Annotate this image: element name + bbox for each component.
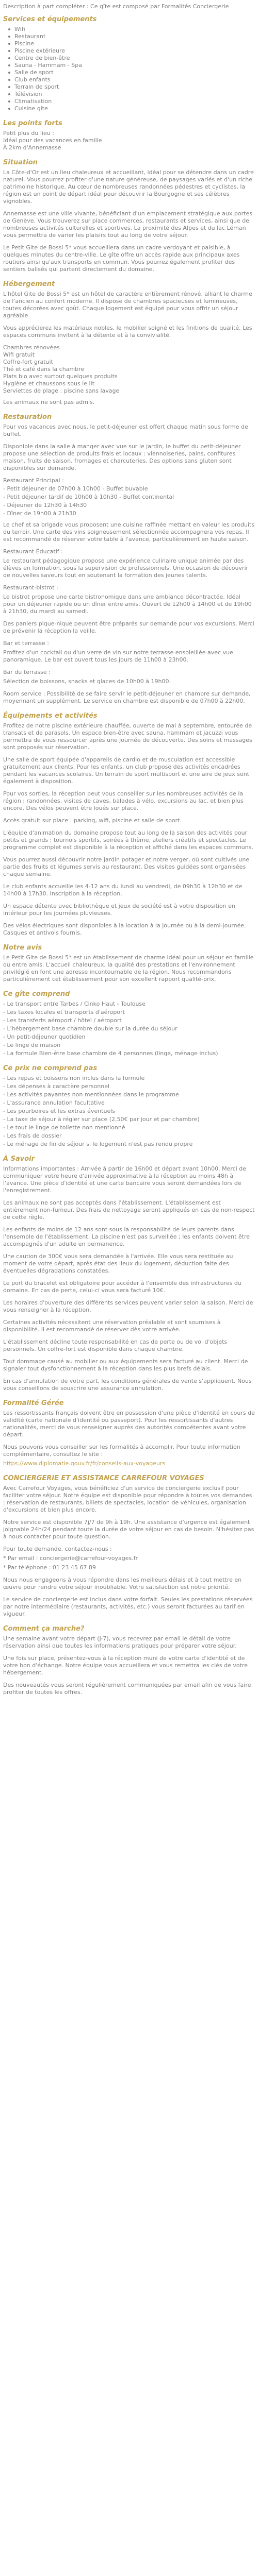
savoir-paragraph: Certaines activités nécessitent une réservation préalable et sont soumises à disponibilité. Il est recommandé de réserver dès votre arrivée. — [3, 1319, 221, 1333]
gite-comprend-item: - Les transferts aéroport / hôtel / aéroport — [3, 1017, 122, 1024]
service-item: Piscine extérieure — [8, 47, 255, 55]
formalite-paragraph: Nous pouvons vous conseiller sur les formalités à accomplir. Pour toute information complémentaire, consultez le site : — [3, 1444, 240, 1458]
situation-paragraph: Annemasse est une ville vivante, bénéficiant d'un emplacement stratégique aux portes de Genève. Vous trouverez sur place commerces, restaurants et services, ainsi que de nombreuses activités culturelles et sportives. La proximité des Alpes et du lac Léman vous permettra de varier les plaisirs tout au long de votre séjour. — [3, 210, 252, 239]
hebergement-feature: Serviettes de plage : piscine sans lavage — [3, 387, 120, 394]
activites-paragraph: Vous pourrez aussi découvrir notre jardin potager et notre verger, où sont cultivés une partie des fruits et légumes servis au restaurant. Des visites guidées sont organisées chaque semaine. — [3, 856, 250, 877]
situation-title: Situation — [3, 159, 38, 166]
restauration-menu-title: Restaurant Principal : — [3, 477, 64, 484]
intro-text: Description à part compléter : Ce gîte est composé par Formalités Conciergerie — [3, 3, 229, 10]
gite-ne-comprend-item: - Le ménage de fin de séjour si le logement n'est pas rendu propre — [3, 1141, 193, 1147]
gite-ne-comprend-item: - L'assurance annulation facultative — [3, 1099, 105, 1106]
service-item: Centre de bien-être — [8, 55, 255, 62]
hebergement-section — [3, 280, 255, 406]
notre-avis-title: Notre avis — [3, 944, 42, 952]
gite-comprend-item: - Les taxes locales et transports d'aéroport — [3, 1009, 125, 1015]
situation-paragraph: La Côte-d'Or est un lieu chaleureux et accueillant, idéal pour se détendre dans un cadre naturel. Vous pourrez profiter d'une nature généreuse, de paysages variés et d'un riche patrimoine historique. Au cœur de nombreuses randonnées pédestres et cyclistes, la région est un point de départ idéal pour découvrir la Bourgogne et ses célèbres vignobles. — [3, 169, 254, 205]
savoir-paragraph: Une caution de 300€ vous sera demandée à l'arrivée. Elle vous sera restituée au moment de votre départ, après état des lieux du logement, déduction faite des éventuelles dégradations constatées. — [3, 1253, 233, 1274]
situation-paragraph: Le Petit Gite de Bossi 5* vous accueillera dans un cadre verdoyant et paisible, à quelques minutes du centre-ville. Le gîte offre un accès rapide aux principaux axes routiers ainsi qu'aux transports en commun. Vous pourrez également profiter des sentiers balisés qui partent directement du domaine. — [3, 244, 240, 273]
gite-ne-comprend-item: - Les frais de dossier — [3, 1132, 62, 1139]
restauration-paragraph: Des paniers pique-nique peuvent être préparés sur demande pour vos excursions. Merci de prévenir la réception la veille. — [3, 620, 254, 634]
points-forts-line: Idéal pour des vacances en famille — [3, 137, 102, 144]
service-item: Climatisation — [8, 98, 255, 105]
activites-paragraph: Un espace détente avec bibliothèque et jeux de société est à votre disposition en intérieur pour les journées pluvieuses. — [3, 903, 235, 917]
service-item: Restaurant — [8, 33, 255, 40]
savoir-paragraph: L'établissement décline toute responsabilité en cas de perte ou de vol d'objets personnels. Un coffre-fort est disponible dans chaque chambre. — [3, 1338, 228, 1352]
gite-ne-comprend-section — [3, 1064, 255, 1148]
conciergerie-paragraph: Avec Carrefour Voyages, vous bénéficiez d'un service de conciergerie exclusif pour faciliter votre séjour. Notre équipe est disponible pour répondre à toutes vos demandes : réservation de restaurants, billets de spectacles, location de véhicules, organisation d'excursions et bien plus encore. — [3, 1485, 252, 1513]
conciergerie-paragraph: Le service de conciergerie est inclus dans votre forfait. Seules les prestations réservées par notre intermédiaire (restaurants, activités, etc.) vous seront facturées au tarif en vigueur. — [3, 1596, 253, 1617]
savoir-paragraph: Le port du bracelet est obligatoire pour accéder à l'ensemble des infrastructures du domaine. En cas de perte, celui-ci vous sera facturé 10€. — [3, 1280, 241, 1294]
savoir-title: À Savoir — [3, 1155, 35, 1163]
service-item: Wifi — [8, 26, 255, 33]
services-section — [3, 15, 255, 112]
activites-title: Équipements et activités — [3, 712, 98, 720]
activites-paragraph: Pour vos sorties, la réception peut vous conseiller sur les nombreuses activités de la région : randonnées, visites de caves, balades à vélo, excursions au lac, et bien plus encore. Des vélos peuvent être loués sur place. — [3, 790, 244, 811]
hebergement-feature: Thé et café dans la chambre — [3, 366, 85, 372]
restauration-paragraph: Room service : Possibilité de se faire servir le petit-déjeuner en chambre sur demande, moyennant un supplément. Le service en chambre est disponible de 07h00 à 22h00. — [3, 690, 251, 704]
service-item: Télévision — [8, 91, 255, 98]
formalite-section — [3, 1399, 255, 1467]
activites-paragraph: Le club enfants accueille les 4-12 ans du lundi au vendredi, de 09h30 à 12h30 et de 14h00 à 17h30. Inscription à la réception. — [3, 883, 243, 897]
notre-avis-paragraph: Le Petit Gite de Bossi 5* est un établissement de charme idéal pour un séjour en famille ou entre amis. L'accueil chaleureux, la qualité des prestations et l'environnement privilégié en font une adresse incontournable de la région. Nous recommandons particulièrement cet établissement pour son excellent rapport qualité-prix. — [3, 954, 254, 982]
situation-section — [3, 159, 255, 273]
conciergerie-paragraph: Pour toute demande, contactez-nous : — [3, 1546, 112, 1552]
gite-ne-comprend-item: - Les repas et boissons non inclus dans la formule — [3, 1075, 145, 1081]
hebergement-feature: Coffre-fort gratuit — [3, 359, 53, 365]
service-item: Salle de sport — [8, 69, 255, 76]
restauration-subtitle: Restaurant-bistrot : — [3, 584, 58, 591]
restauration-subtitle: Bar du terrasse : — [3, 669, 51, 675]
gite-comprend-title: Ce gîte comprend — [3, 990, 70, 998]
activites-paragraph: Profitez de notre piscine extérieure chauffée, ouverte de mai à septembre, entourée de transats et de parasols. Un espace bien-être avec sauna, hammam et jacuzzi vous permettra de vous ressourcer après une journée de découverte. Des soins et massages sont proposés sur réservation. — [3, 722, 252, 751]
conciergerie-contact: * Par téléphone : 01 23 45 67 89 — [3, 1564, 96, 1571]
gite-ne-comprend-item: - Les activités payantes non mentionnées dans le programme — [3, 1091, 179, 1098]
savoir-paragraph: Les enfants de moins de 12 ans sont sous la responsabilité de leurs parents dans l'ensemble de l'établissement. La piscine n'est pas surveillée ; les enfants doivent être accompagnés d'un adulte en permanence. — [3, 1226, 250, 1247]
gite-ne-comprend-title: Ce prix ne comprend pas — [3, 1064, 98, 1072]
restauration-paragraph: Sélection de boissons, snacks et glaces de 10h00 à 19h00. — [3, 678, 171, 685]
gite-ne-comprend-item: - Les dépenses à caractère personnel — [3, 1083, 110, 1090]
gite-comprend-item: - Le transport entre Tarbes / Cinko Haut - Toulouse — [3, 1001, 146, 1007]
hebergement-paragraph: L'hôtel Gite de Bossi 5* est un hôtel de caractère entièrement rénové, alliant le charme de l'ancien au confort moderne. Il dispose de chambres spacieuses et lumineuses, toutes décorées avec goût. Chaque logement est équipé pour vous offrir un séjour agréable. — [3, 291, 252, 319]
restauration-paragraph: Le restaurant pédagogique propose une expérience culinaire unique animée par des élèves en formation, sous la supervision de professionnels. Une occasion de découvrir de nouvelles saveurs tout en soutenant la formation des jeunes talents. — [3, 557, 249, 579]
formalite-link[interactable]: https://www.diplomatie.gouv.fr/fr/conseils-aux-voyageurs — [3, 1460, 166, 1467]
restauration-paragraph: Le bistrot propose une carte bistronomique dans une ambiance décontractée. Idéal pour un déjeuner rapide ou un dîner entre amis. Ouvert de 12h00 à 14h00 et de 19h00 à 21h30, du mardi au samedi. — [3, 594, 252, 615]
restauration-subtitle: Bar et terrasse : — [3, 640, 49, 647]
savoir-paragraph: Les animaux ne sont pas acceptés dans l'établissement. L'établissement est entièrement non-fumeur. Des frais de nettoyage seront appliqués en cas de non-respect de cette règle. — [3, 1199, 255, 1221]
points-forts-section — [3, 120, 255, 151]
notre-avis-section — [3, 944, 255, 983]
service-item: Terrain de sport — [8, 83, 255, 91]
service-item: Sauna - Hammam - Spa — [8, 62, 255, 69]
services-list — [3, 26, 255, 112]
gite-comprend-section — [3, 990, 255, 1057]
gite-comprend-list — [3, 1001, 255, 1057]
restauration-menu-item: - Petit déjeuner tardif de 10h00 à 10h30 - Buffet continental — [3, 494, 174, 500]
restauration-subtitle: Restaurant Éducatif : — [3, 548, 63, 555]
gite-comprend-item: - La formule Bien-être base chambre de 4 personnes (linge, ménage inclus) — [3, 1050, 218, 1057]
gite-ne-comprend-item: - Les pourboires et les extras éventuels — [3, 1108, 116, 1114]
restauration-menu-item: - Déjeuner de 12h30 à 14h30 — [3, 502, 87, 509]
comment-paragraph: Une semaine avant votre départ (J-7), vous recevrez par email le détail de votre réservation ainsi que toutes les informations pratiques pour préparer votre séjour. — [3, 1635, 237, 1649]
comment-paragraph: Une fois sur place, présentez-vous à la réception muni de votre carte d'identité et de votre bon d'échange. Notre équipe vous accueillera et vous remettra les clés de votre hébergement. — [3, 1655, 248, 1676]
comment-section — [3, 1625, 255, 1696]
restauration-section — [3, 413, 255, 705]
points-forts-line: À 2km d'Annemasse — [3, 144, 61, 151]
points-forts-line: Petit plus du lieu : — [3, 130, 54, 137]
formalite-title: Formalité Gérée — [3, 1399, 64, 1407]
savoir-section — [3, 1155, 255, 1392]
hebergement-title: Hébergement — [3, 280, 55, 288]
comment-paragraph: Des nouveautés vous seront régulièrement communiquées par email afin de vous faire profiter de toutes les offres. — [3, 1682, 251, 1696]
gite-comprend-item: - Le linge de maison — [3, 1042, 61, 1048]
hebergement-feature: Chambres rénovées — [3, 344, 60, 351]
restauration-paragraph: Pour vos vacances avec nous, le petit-déjeuner est offert chaque matin sous forme de buffet. — [3, 423, 248, 437]
hebergement-paragraph: Vous apprécierez les matériaux nobles, le mobilier soigné et les finitions de qualité. Les espaces communs invitent à la détente et à la convivialité. — [3, 325, 252, 338]
activites-paragraph: Des vélos électriques sont disponibles à la location à la journée ou à la demi-journée. Casques et antivols fournis. — [3, 922, 246, 936]
points-forts-title: Les points forts — [3, 120, 62, 127]
restauration-menu-item: - Petit déjeuner de 07h00 à 10h00 - Buffet buvable — [3, 485, 148, 492]
conciergerie-paragraph: Nous nous engageons à vous répondre dans les meilleurs délais et à tout mettre en œuvre pour rendre votre séjour inoubliable. Votre satisfaction est notre priorité. — [3, 1577, 242, 1590]
restauration-paragraph: Disponible dans la salle à manger avec vue sur le jardin, le buffet du petit-déjeuner propose une sélection de produits frais et locaux : viennoiseries, pains, confitures maison, fruits de saison, fromages et charcuteries. Des options sans gluten sont disponibles sur demande. — [3, 443, 241, 471]
restauration-menu — [3, 485, 255, 517]
restauration-title: Restauration — [3, 413, 52, 421]
service-item: Cuisine gîte — [8, 105, 255, 112]
savoir-paragraph: Informations importantes : Arrivée à partir de 16h00 et départ avant 10h00. Merci de communiquer votre heure d'arrivée approximative à la réception au moins 48h à l'avance. Une pièce d'identité et une carte bancaire vous seront demandées lors de l'enregistrement. — [3, 1165, 247, 1194]
activites-paragraph: Une salle de sport équipée d'appareils de cardio et de musculation est accessible gratuitement aux clients. Pour les enfants, un club propose des activités encadrées pendant les vacances scolaires. Un terrain de sport multisport et une aire de jeux sont également à disposition. — [3, 756, 250, 785]
gite-comprend-item: - Un petit-déjeuner quotidien — [3, 1033, 86, 1040]
comment-title: Comment ça marche? — [3, 1625, 85, 1633]
formalite-paragraph: Les ressortissants français doivent être en possession d'une pièce d'identité en cours de validité (carte nationale d'identité ou passeport). Pour les ressortissants d'autres nationalités, merci de vous renseigner auprès des autorités compétentes avant votre départ. — [3, 1410, 255, 1438]
savoir-paragraph: Les horaires d'ouverture des différents services peuvent varier selon la saison. Merci de vous renseigner à la réception. — [3, 1299, 253, 1313]
service-item: Club enfants — [8, 76, 255, 83]
savoir-paragraph: Tout dommage causé au mobilier ou aux équipements sera facturé au client. Merci de signaler tout dysfonctionnement à la réception dans les plus brefs délais. — [3, 1358, 248, 1372]
services-title: Services et équipements — [3, 15, 97, 23]
gite-ne-comprend-list — [3, 1075, 255, 1148]
conciergerie-paragraph: Notre service est disponible 7j/7 de 9h à 19h. Une assistance d'urgence est également joignable 24h/24 pendant toute la durée de votre séjour en cas de besoin. N'hésitez pas à nous contacter pour toute question. — [3, 1519, 254, 1540]
hebergement-feature: Les animaux ne sont pas admis. — [3, 399, 95, 405]
restauration-paragraph: Profitez d'un cocktail ou d'un verre de vin sur notre terrasse ensoleillée avec vue panoramique. Le bar est ouvert tous les jours de 11h00 à 23h00. — [3, 649, 233, 663]
savoir-paragraph: En cas d'annulation de votre part, les conditions générales de vente s'appliquent. Nous vous conseillons de souscrire une assurance annulation. — [3, 1378, 252, 1392]
gite-ne-comprend-item: - Le tout le linge de toilette non mentionné — [3, 1124, 125, 1131]
activites-section — [3, 712, 255, 937]
activites-paragraph: Accès gratuit sur place : parking, wifi, piscine et salle de sport. — [3, 817, 182, 824]
hebergement-feature: Wifi gratuit — [3, 351, 35, 358]
restauration-paragraph: Le chef et sa brigade vous proposent une cuisine raffinée mettant en valeur les produits du terroir. Une carte des vins soigneusement sélectionnée accompagnera vos repas. Il est recommandé de réserver votre table à l'avance, particulièrement en haute saison. — [3, 521, 255, 543]
conciergerie-section — [3, 1475, 255, 1618]
activites-paragraph: L'équipe d'animation du domaine propose tout au long de la saison des activités pour petits et grands : tournois sportifs, soirées à thème, ateliers créatifs et spectacles. Le programme complet est disponible à la réception et affiché dans les espaces communs. — [3, 829, 253, 851]
gite-comprend-item: - L'hébergement base chambre double sur la durée du séjour — [3, 1025, 178, 1032]
conciergerie-title: CONCIERGERIE ET ASSISTANCE CARREFOUR VOYAGES — [3, 1475, 204, 1482]
hebergement-feature: Hygiène et chaussons sous le lit — [3, 380, 94, 387]
conciergerie-contact: * Par email : conciergerie@carrefour-voyages.fr — [3, 1555, 138, 1562]
service-item: Piscine — [8, 40, 255, 47]
gite-ne-comprend-item: - La taxe de séjour à régler sur place (2,50€ par jour et par chambre) — [3, 1116, 200, 1123]
hebergement-feature: Plats bio avec surtout quelques produits — [3, 373, 118, 380]
restauration-menu-item: - Dîner de 19h00 à 21h30 — [3, 510, 76, 517]
